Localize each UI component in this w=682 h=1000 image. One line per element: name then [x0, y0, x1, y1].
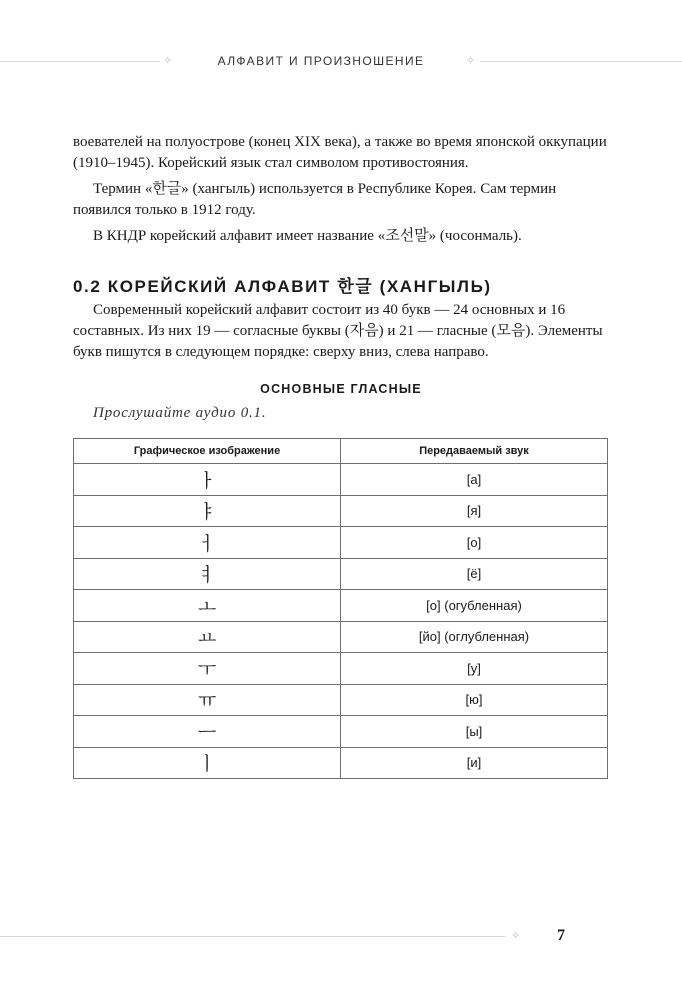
page-number: 7 [557, 927, 565, 944]
table-row [74, 495, 608, 527]
table-row [74, 653, 608, 685]
vowel-sound: [у] [341, 653, 608, 685]
vowel-sound: [а] [341, 464, 608, 496]
paragraph: Термин «한글» (хангыль) используется в Республике Корея. Сам термин появился только в 1912 году. [73, 181, 557, 218]
vowel-glyph: ㅓ [74, 527, 341, 559]
sparkle-icon: ✧ [466, 54, 476, 67]
audio-note: Прослушайте аудио 0.1. [93, 405, 267, 421]
header-rule-right [480, 61, 682, 62]
table-row [74, 747, 608, 779]
column-header-glyph: Графическое изображение [74, 439, 341, 464]
table-row [74, 621, 608, 653]
vowel-sound: [ю] [341, 684, 608, 716]
section-heading: 0.2 КОРЕЙСКИЙ АЛФАВИТ 한글 (ХАНГЫЛЬ) [73, 277, 492, 296]
vowels-table [73, 438, 608, 779]
vowel-sound: [я] [341, 495, 608, 527]
table-row [74, 558, 608, 590]
table-row [74, 527, 608, 559]
table-row [74, 590, 608, 622]
paragraph: В КНДР корейский алфавит имеет название «조선말» (чосонмаль). [93, 228, 522, 244]
vowel-glyph: ㅗ [74, 590, 341, 622]
sparkle-icon: ✧ [163, 54, 173, 67]
running-title: АЛФАВИТ И ПРОИЗНОШЕНИЕ [217, 54, 425, 68]
vowel-glyph: ㅠ [74, 684, 341, 716]
vowel-sound: [о] [341, 527, 608, 559]
vowel-glyph: ㅡ [74, 716, 341, 748]
vowel-sound: [ы] [341, 716, 608, 748]
header-rule-left [0, 61, 160, 62]
paragraph: воевателей на полуострове (конец XIX века), а также во время японской оккупации (1910–1945). Корейский язык стал символом противостояния. [73, 134, 607, 171]
footer-rule [0, 936, 505, 937]
vowel-sound: [о] (огубленная) [341, 590, 608, 622]
vowel-sound: [ё] [341, 558, 608, 590]
table-row [74, 716, 608, 748]
vowel-glyph: ㅑ [74, 495, 341, 527]
table-row [74, 464, 608, 496]
paragraph: Современный корейский алфавит состоит из 40 букв — 24 основных и 16 составных. Из них 19 — согласные буквы (자음) и 21 — гласные (모음). Элементы букв пишутся в следующем порядке: сверху вниз, слева направо. [73, 302, 603, 360]
vowel-sound: [йо] (оглубленная) [341, 621, 608, 653]
sparkle-icon: ✧ [511, 929, 521, 942]
vowel-glyph: ㅏ [74, 464, 341, 496]
vowel-glyph: ㅣ [74, 747, 341, 779]
vowel-glyph: ㅛ [74, 621, 341, 653]
table-header-row [74, 439, 608, 464]
vowel-glyph: ㅕ [74, 558, 341, 590]
table-title: ОСНОВНЫЕ ГЛАСНЫЕ [260, 382, 422, 396]
vowel-glyph: ㅜ [74, 653, 341, 685]
vowel-sound: [и] [341, 747, 608, 779]
column-header-sound: Передаваемый звук [341, 439, 608, 464]
table-row [74, 684, 608, 716]
